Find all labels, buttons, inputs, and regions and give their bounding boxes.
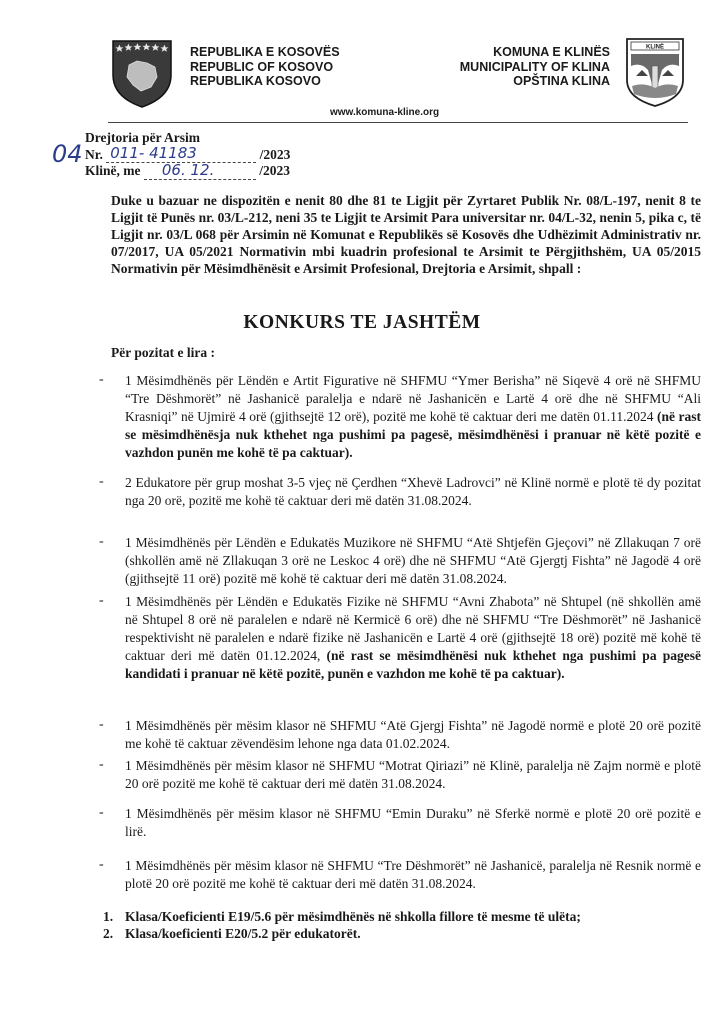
list-item: [125, 757, 701, 793]
list-bullet: -: [99, 593, 104, 608]
reference-block: [85, 130, 290, 180]
municipality-website: www.komuna-kline.org: [330, 107, 440, 118]
list-bullet: -: [99, 717, 104, 732]
coefficient-item: [103, 925, 581, 942]
header-municipality-names: [460, 45, 610, 89]
list-bullet: -: [99, 757, 104, 772]
list-bullet: -: [99, 474, 104, 489]
municipality-line-albanian: KOMUNA E KLINËS: [493, 45, 610, 59]
list-item: [125, 593, 701, 683]
item-bold-note: (në rast se mësimdhënësja nuk kthehet nga pushimi pa pagesë, mësimdhënësi i pranuar në këtë pozitë e vazhdon punën me kohë të pa caktuar).: [125, 409, 701, 460]
coefficient-text: Klasa/Koeficienti E19/5.6 për mësimdhënës në shkolla fillore të mesme të ulëta;: [125, 909, 581, 924]
list-item: [125, 857, 701, 893]
list-item: [125, 474, 701, 510]
municipality-line-english: MUNICIPALITY OF KLINA: [459, 59, 610, 74]
item-text: 1 Mësimdhënës për mësim klasor në SHFMU “Emin Duraku” në Sferkë normë e plotë 20 orë pozitë e lirë.: [125, 806, 701, 839]
item-text: 1 Mësimdhënës për Lëndën e Edukatës Muzikore në SHFMU “Atë Shtjefën Gjeçovi” në Zllakuqan 7 orë (shkollën amë në Zllakuqan 3 orë ne Leskoc 4 orë) dhe në SHFMU “Atë Gjergtj Fishta” në Jagodë 4 orë (gjithsejtë 11 orë) pozitë më kohë të caktuar deri më datën 31.08.2024.: [125, 535, 701, 586]
coefficient-number: 2.: [103, 926, 114, 941]
item-bold-note: (në rast se mësimdhënësi nuk kthehet nga pushimi pa pagesë kandidati i pranuar në këtë pozitë, punën e vazhdon me kohë të pa caktuar).: [125, 648, 701, 681]
item-text: 2 Edukatore për grup moshat 3-5 vjeç në Çerdhen “Xhevë Ladrovci” në Klinë normë e plotë të dy pozitat nga 20 orë, pozitë me kohë të caktuar deri më datën 31.08.2024.: [125, 475, 701, 508]
handwritten-mark: 04: [52, 140, 83, 168]
item-text: 1 Mësimdhënës për mësim klasor në SHFMU “Motrat Qiriazi” në Klinë, paralelja në Zajm normë e plotë 20 orë pozitë me kohë të caktuar deri më datën 31.08.2024.: [125, 758, 701, 791]
list-item: [125, 534, 701, 588]
protocol-number-handwritten: 011- 41183: [110, 144, 197, 162]
kosovo-emblem-icon: [107, 37, 177, 109]
protocol-number-label: Nr.: [85, 146, 103, 162]
protocol-number-suffix: /2023: [259, 146, 291, 162]
header-divider: [108, 122, 688, 123]
item-text: 1 Mësimdhënës për mësim klasor në SHFMU “Tre Dëshmorët” në Jashanicë, paralelja në Resnik normë e plotë 20 orë pozitë me kohë të caktuar deri më datën 31.08.2024.: [125, 858, 701, 891]
coefficient-item: [103, 908, 581, 925]
header-line-albanian: REPUBLIKA E KOSOVËS: [190, 45, 340, 59]
list-bullet: -: [99, 372, 104, 387]
directorate-line: Drejtoria për Arsim: [85, 130, 200, 145]
municipality-line-serbian: OPŠTINA KLINA: [513, 74, 610, 88]
header-country-names: [190, 45, 340, 89]
legal-basis-paragraph: Duke u bazuar ne dispozitën e nenit 80 dhe 81 te Ligjit për Zyrtaret Publik Nr. 08/L-197, nenit 8 te Ligjit të Punës nr. 03/L-212, neni 35 te Ligjit te Arsimit Para universitar nr. 04/L-32, nenin 5, pika c, të Ligjit nr. 03/L 068 për Arsimin në Komunat e Republikës së Kosovës dhe Udhëzimit Administrativ nr. 07/2017, UA 05/2021 Normativin mbi kuadrin profesional te Arsimit te Përgjithshëm, UA 05/2015 Normativin për Mësimdhënësit e Arsimit Profesional, Drejtoria e Arsimit, shpall :: [111, 193, 701, 276]
header-line-serbian: REPUBLIKA KOSOVO: [190, 74, 321, 88]
item-text: 1 Mësimdhënës për Lëndën e Artit Figurative në SHFMU “Ymer Berisha” në Siqevë 4 orë në SHFMU “Tre Dëshmorët” në Jashanicë paralelja e ndarë në Jashanicën e Lartë 4 orë dhe në SHFMU “Ali Krasniqi” në Ujmirë 4 orë (gjithsejtë 12 orë), pozitë me kohë të caktuar deri me datën 01.11.2024: [125, 373, 701, 424]
list-item: [125, 805, 701, 841]
list-bullet: -: [99, 857, 104, 872]
list-bullet: -: [99, 534, 104, 549]
positions-subtitle: Për pozitat e lira :: [111, 345, 215, 360]
coefficient-text: Klasa/koeficienti E20/5.2 për edukatorët.: [125, 926, 361, 941]
list-item: [125, 372, 701, 462]
coefficient-number: 1.: [103, 909, 114, 924]
item-text: 1 Mësimdhënës për mësim klasor në SHFMU “Atë Gjergj Fishta” në Jagodë normë e plotë 20 orë pozitë me kohë të caktuar zëvendësim lehone nga data 01.02.2024.: [125, 718, 701, 751]
date-suffix: /2023: [259, 163, 291, 178]
emblem-right-label: KLINË: [646, 44, 664, 51]
item-text: 1 Mësimdhënës për Lëndën e Edukatës Fizike në SHFMU “Avni Zhabota” në Shtupel (në shkollën amë në Shtupel 8 orë në paralelen e ndarë në Kermicë 6 orë) dhe në SHFMU “Tre Dëshmorët” në Jashanicë respektivisht në paralelen e ndarë fizike në Jashanicën e Lartë 4 orë (gjithsejtë 18 orë) pozitë më kohë të caktuar deri më datën 01.12.2024,: [125, 594, 701, 663]
list-item: [125, 717, 701, 753]
header-line-english: REPUBLIC OF KOSOVO: [190, 59, 334, 74]
date-handwritten: 06. 12.: [161, 160, 215, 179]
list-bullet: -: [99, 805, 104, 820]
klina-municipality-emblem-icon: [624, 36, 686, 108]
date-label: Klinë, me: [85, 163, 141, 178]
date-field: [144, 160, 256, 180]
coefficient-list: [103, 908, 581, 942]
page-title: KONKURS TE JASHTËM: [243, 312, 481, 333]
date-line: [85, 160, 291, 180]
